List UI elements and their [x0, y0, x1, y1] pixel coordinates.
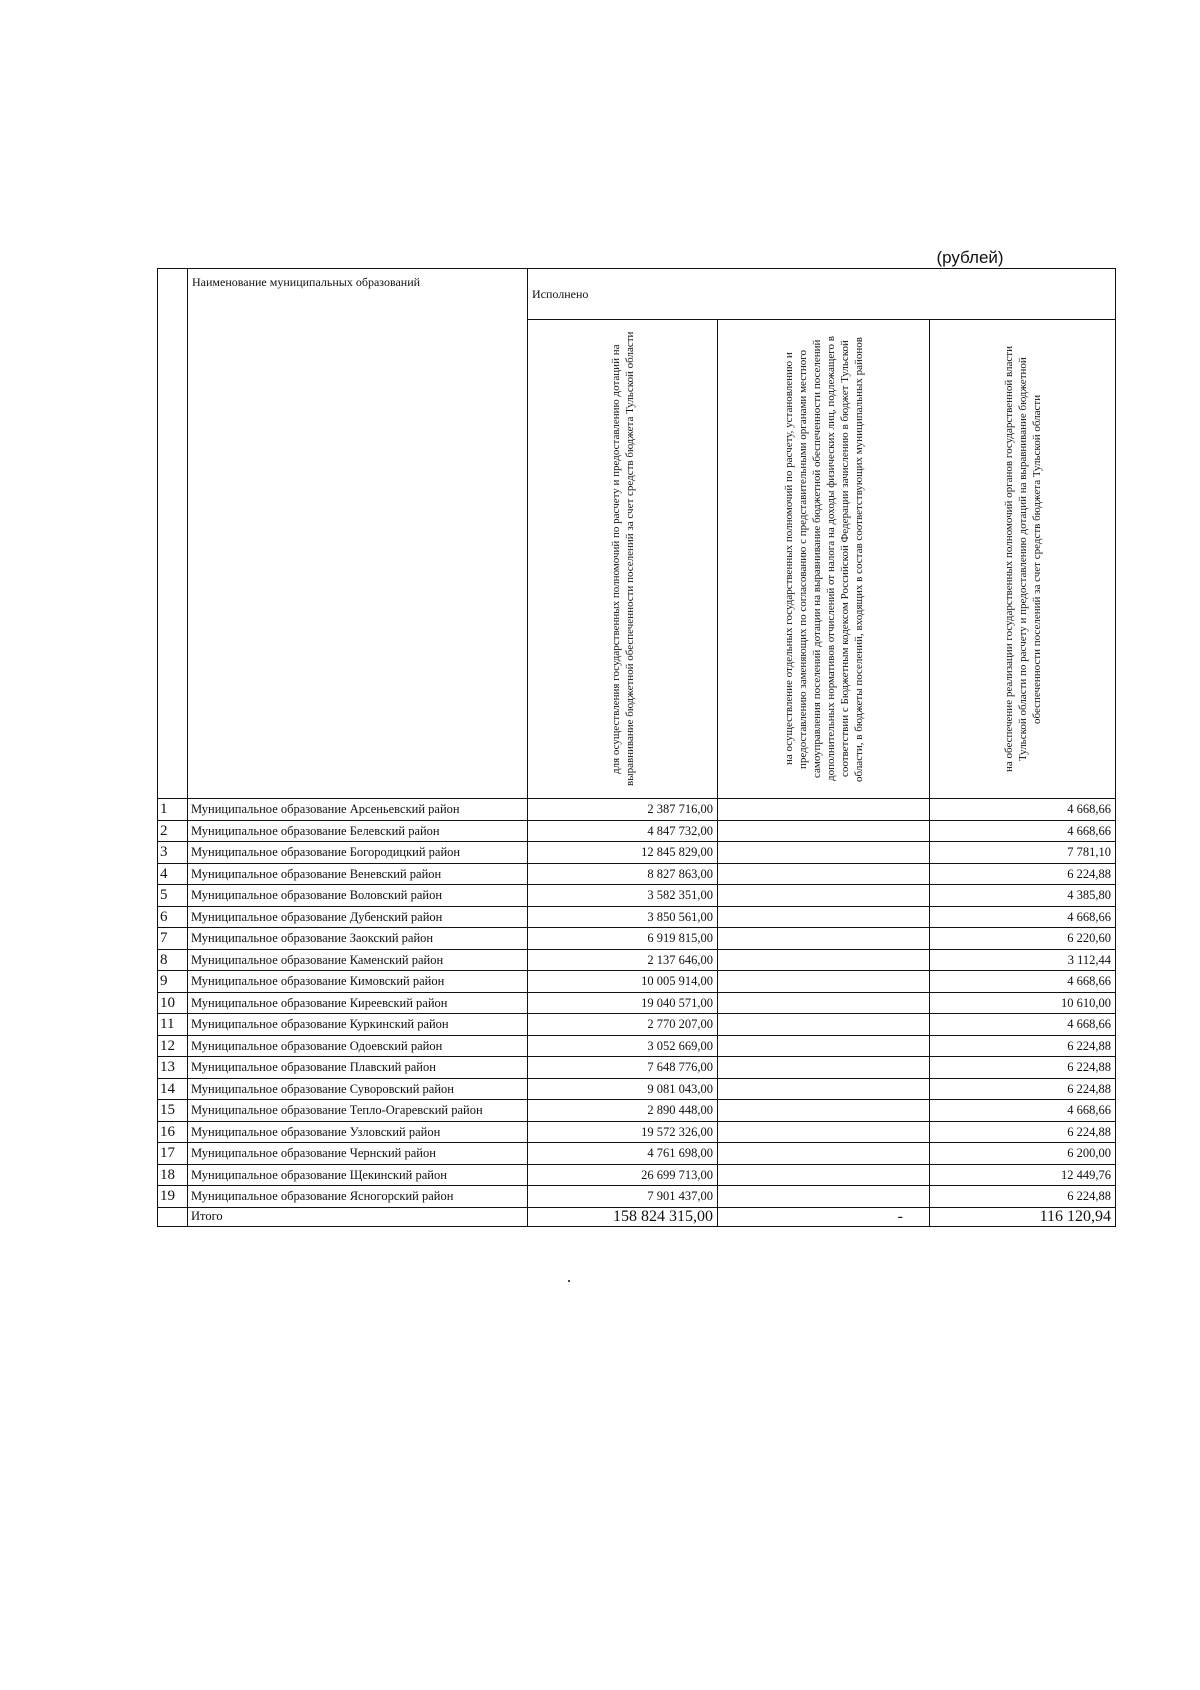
row-col-b: [718, 1186, 930, 1208]
header-name-cell: [188, 269, 528, 799]
stray-dot: [568, 1280, 570, 1282]
table-row: [158, 1057, 1116, 1079]
row-col-c: 4 385,80: [930, 885, 1116, 907]
header-col-b-label: на осуществление отдельных государственных полномочий по расчету, установлению и предоставлению заменяющих по согласованию с представительными органами местного самоуправления поселений дотации на выравнивание бюджетной обеспеченности поселений дополнительных нормативов отчислений от налога на доходы физических лиц, подлежащего в соответствии с Бюджетным кодексом Российской Федерации зачислению в бюджет Тульской области, в бюджеты поселений, входящих в состав соответствующих муниципальных районов: [782, 336, 865, 782]
row-number: 8: [158, 949, 188, 971]
row-name: Муниципальное образование Дубенский район: [188, 906, 528, 928]
row-col-c: 6 220,60: [930, 928, 1116, 950]
table-row: [158, 949, 1116, 971]
header-col-c-label: на обеспечение реализации государственных полномочий органов государственной власти Тульской области по расчету и предоставлению дотаций на выравнивание бюджетной обеспеченности поселений за счет средств бюджета Тульской области: [1002, 346, 1043, 772]
row-col-b: [718, 885, 930, 907]
row-col-a: 4 847 732,00: [528, 820, 718, 842]
table-row: [158, 1186, 1116, 1208]
row-col-c: 6 224,88: [930, 1035, 1116, 1057]
row-col-a: 8 827 863,00: [528, 863, 718, 885]
row-name: Муниципальное образование Арсеньевский район: [188, 799, 528, 821]
table-row: [158, 863, 1116, 885]
table-row: [158, 1078, 1116, 1100]
header-col-a: [528, 320, 718, 799]
row-number: 15: [158, 1100, 188, 1122]
row-col-a: 19 572 326,00: [528, 1121, 718, 1143]
row-col-a: 7 901 437,00: [528, 1186, 718, 1208]
row-col-a: 2 890 448,00: [528, 1100, 718, 1122]
table-row: [158, 1143, 1116, 1165]
row-number: 1: [158, 799, 188, 821]
row-number: 2: [158, 820, 188, 842]
table-row: [158, 1035, 1116, 1057]
header-number-cell: [158, 269, 188, 799]
row-col-a: 12 845 829,00: [528, 842, 718, 864]
row-name: Муниципальное образование Одоевский район: [188, 1035, 528, 1057]
header-col-c: [930, 320, 1116, 799]
row-col-c: 6 224,88: [930, 1057, 1116, 1079]
row-col-c: 12 449,76: [930, 1164, 1116, 1186]
table-row: [158, 971, 1116, 993]
table-row: [158, 1164, 1116, 1186]
row-col-a: 4 761 698,00: [528, 1143, 718, 1165]
header-col-b: [718, 320, 930, 799]
row-name: Муниципальное образование Щекинский район: [188, 1164, 528, 1186]
row-col-c: 6 224,88: [930, 1186, 1116, 1208]
row-col-a: 26 699 713,00: [528, 1164, 718, 1186]
row-col-a: 10 005 914,00: [528, 971, 718, 993]
table-body: [158, 799, 1116, 1208]
row-col-a: 3 582 351,00: [528, 885, 718, 907]
row-col-c: 6 224,88: [930, 1078, 1116, 1100]
row-col-c: 4 668,66: [930, 820, 1116, 842]
row-col-c: 4 668,66: [930, 906, 1116, 928]
row-number: 7: [158, 928, 188, 950]
row-number: 17: [158, 1143, 188, 1165]
header-executed: Исполнено: [528, 269, 1116, 320]
row-col-a: 9 081 043,00: [528, 1078, 718, 1100]
row-name: Муниципальное образование Плавский район: [188, 1057, 528, 1079]
row-name: Муниципальное образование Заокский район: [188, 928, 528, 950]
row-name: Муниципальное образование Ясногорский район: [188, 1186, 528, 1208]
row-col-c: 4 668,66: [930, 799, 1116, 821]
header-col-a-label: для осуществления государственных полномочий по расчету и предоставлению дотаций на выравнивание бюджетной обеспеченности поселений за счет средств бюджета Тульской области: [609, 331, 636, 787]
row-col-a: 7 648 776,00: [528, 1057, 718, 1079]
table-row: [158, 1014, 1116, 1036]
row-col-b: [718, 949, 930, 971]
row-col-b: [718, 863, 930, 885]
table-row: [158, 820, 1116, 842]
row-number: 11: [158, 1014, 188, 1036]
row-col-c: 4 668,66: [930, 971, 1116, 993]
row-col-b: [718, 992, 930, 1014]
table-header: [158, 269, 1116, 799]
row-col-a: 6 919 815,00: [528, 928, 718, 950]
row-col-c: 4 668,66: [930, 1014, 1116, 1036]
row-col-a: 2 387 716,00: [528, 799, 718, 821]
row-name: Муниципальное образование Богородицкий район: [188, 842, 528, 864]
row-col-b: [718, 971, 930, 993]
row-number: 19: [158, 1186, 188, 1208]
row-name: Муниципальное образование Суворовский район: [188, 1078, 528, 1100]
row-col-b: [718, 928, 930, 950]
row-name: Муниципальное образование Воловский район: [188, 885, 528, 907]
row-col-a: 2 137 646,00: [528, 949, 718, 971]
units-label: (рублей): [936, 248, 1004, 267]
row-col-b: [718, 799, 930, 821]
total-col-c: 116 120,94: [930, 1207, 1116, 1226]
header-name-label: Наименование муниципальных образований: [192, 275, 421, 289]
row-col-b: [718, 1100, 930, 1122]
row-number: 16: [158, 1121, 188, 1143]
total-label: Итого: [188, 1207, 528, 1226]
table-row: [158, 992, 1116, 1014]
table-footer: [158, 1207, 1116, 1226]
row-col-c: 6 224,88: [930, 1121, 1116, 1143]
row-col-c: 7 781,10: [930, 842, 1116, 864]
row-col-b: [718, 1057, 930, 1079]
row-number: 10: [158, 992, 188, 1014]
total-number-cell: [158, 1207, 188, 1226]
allocation-table: [157, 268, 1116, 1227]
row-number: 4: [158, 863, 188, 885]
table-row: [158, 1121, 1116, 1143]
row-col-c: 3 112,44: [930, 949, 1116, 971]
row-number: 3: [158, 842, 188, 864]
table-row: [158, 1100, 1116, 1122]
row-col-b: [718, 1035, 930, 1057]
total-row: [158, 1207, 1116, 1226]
row-number: 5: [158, 885, 188, 907]
row-col-c: 4 668,66: [930, 1100, 1116, 1122]
total-col-a: 158 824 315,00: [528, 1207, 718, 1226]
row-number: 9: [158, 971, 188, 993]
row-col-c: 10 610,00: [930, 992, 1116, 1014]
row-name: Муниципальное образование Тепло-Огаревский район: [188, 1100, 528, 1122]
row-name: Муниципальное образование Узловский район: [188, 1121, 528, 1143]
row-col-b: [718, 1014, 930, 1036]
row-name: Муниципальное образование Куркинский район: [188, 1014, 528, 1036]
row-col-b: [718, 1078, 930, 1100]
row-name: Муниципальное образование Белевский район: [188, 820, 528, 842]
row-number: 6: [158, 906, 188, 928]
row-name: Муниципальное образование Каменский район: [188, 949, 528, 971]
row-name: Муниципальное образование Кимовский район: [188, 971, 528, 993]
row-col-a: 3 850 561,00: [528, 906, 718, 928]
table-row: [158, 842, 1116, 864]
row-col-b: [718, 1164, 930, 1186]
row-col-b: [718, 842, 930, 864]
table-row: [158, 906, 1116, 928]
row-col-c: 6 224,88: [930, 863, 1116, 885]
row-col-b: [718, 1121, 930, 1143]
row-number: 18: [158, 1164, 188, 1186]
row-name: Муниципальное образование Чернский район: [188, 1143, 528, 1165]
row-col-b: [718, 1143, 930, 1165]
row-col-b: [718, 906, 930, 928]
table-row: [158, 799, 1116, 821]
table-row: [158, 928, 1116, 950]
row-number: 13: [158, 1057, 188, 1079]
row-name: Муниципальное образование Киреевский район: [188, 992, 528, 1014]
table-row: [158, 885, 1116, 907]
row-col-b: [718, 820, 930, 842]
row-name: Муниципальное образование Веневский район: [188, 863, 528, 885]
row-col-a: 3 052 669,00: [528, 1035, 718, 1057]
row-number: 14: [158, 1078, 188, 1100]
row-col-a: 19 040 571,00: [528, 992, 718, 1014]
row-number: 12: [158, 1035, 188, 1057]
row-col-a: 2 770 207,00: [528, 1014, 718, 1036]
row-col-c: 6 200,00: [930, 1143, 1116, 1165]
total-col-b: -: [718, 1207, 930, 1226]
